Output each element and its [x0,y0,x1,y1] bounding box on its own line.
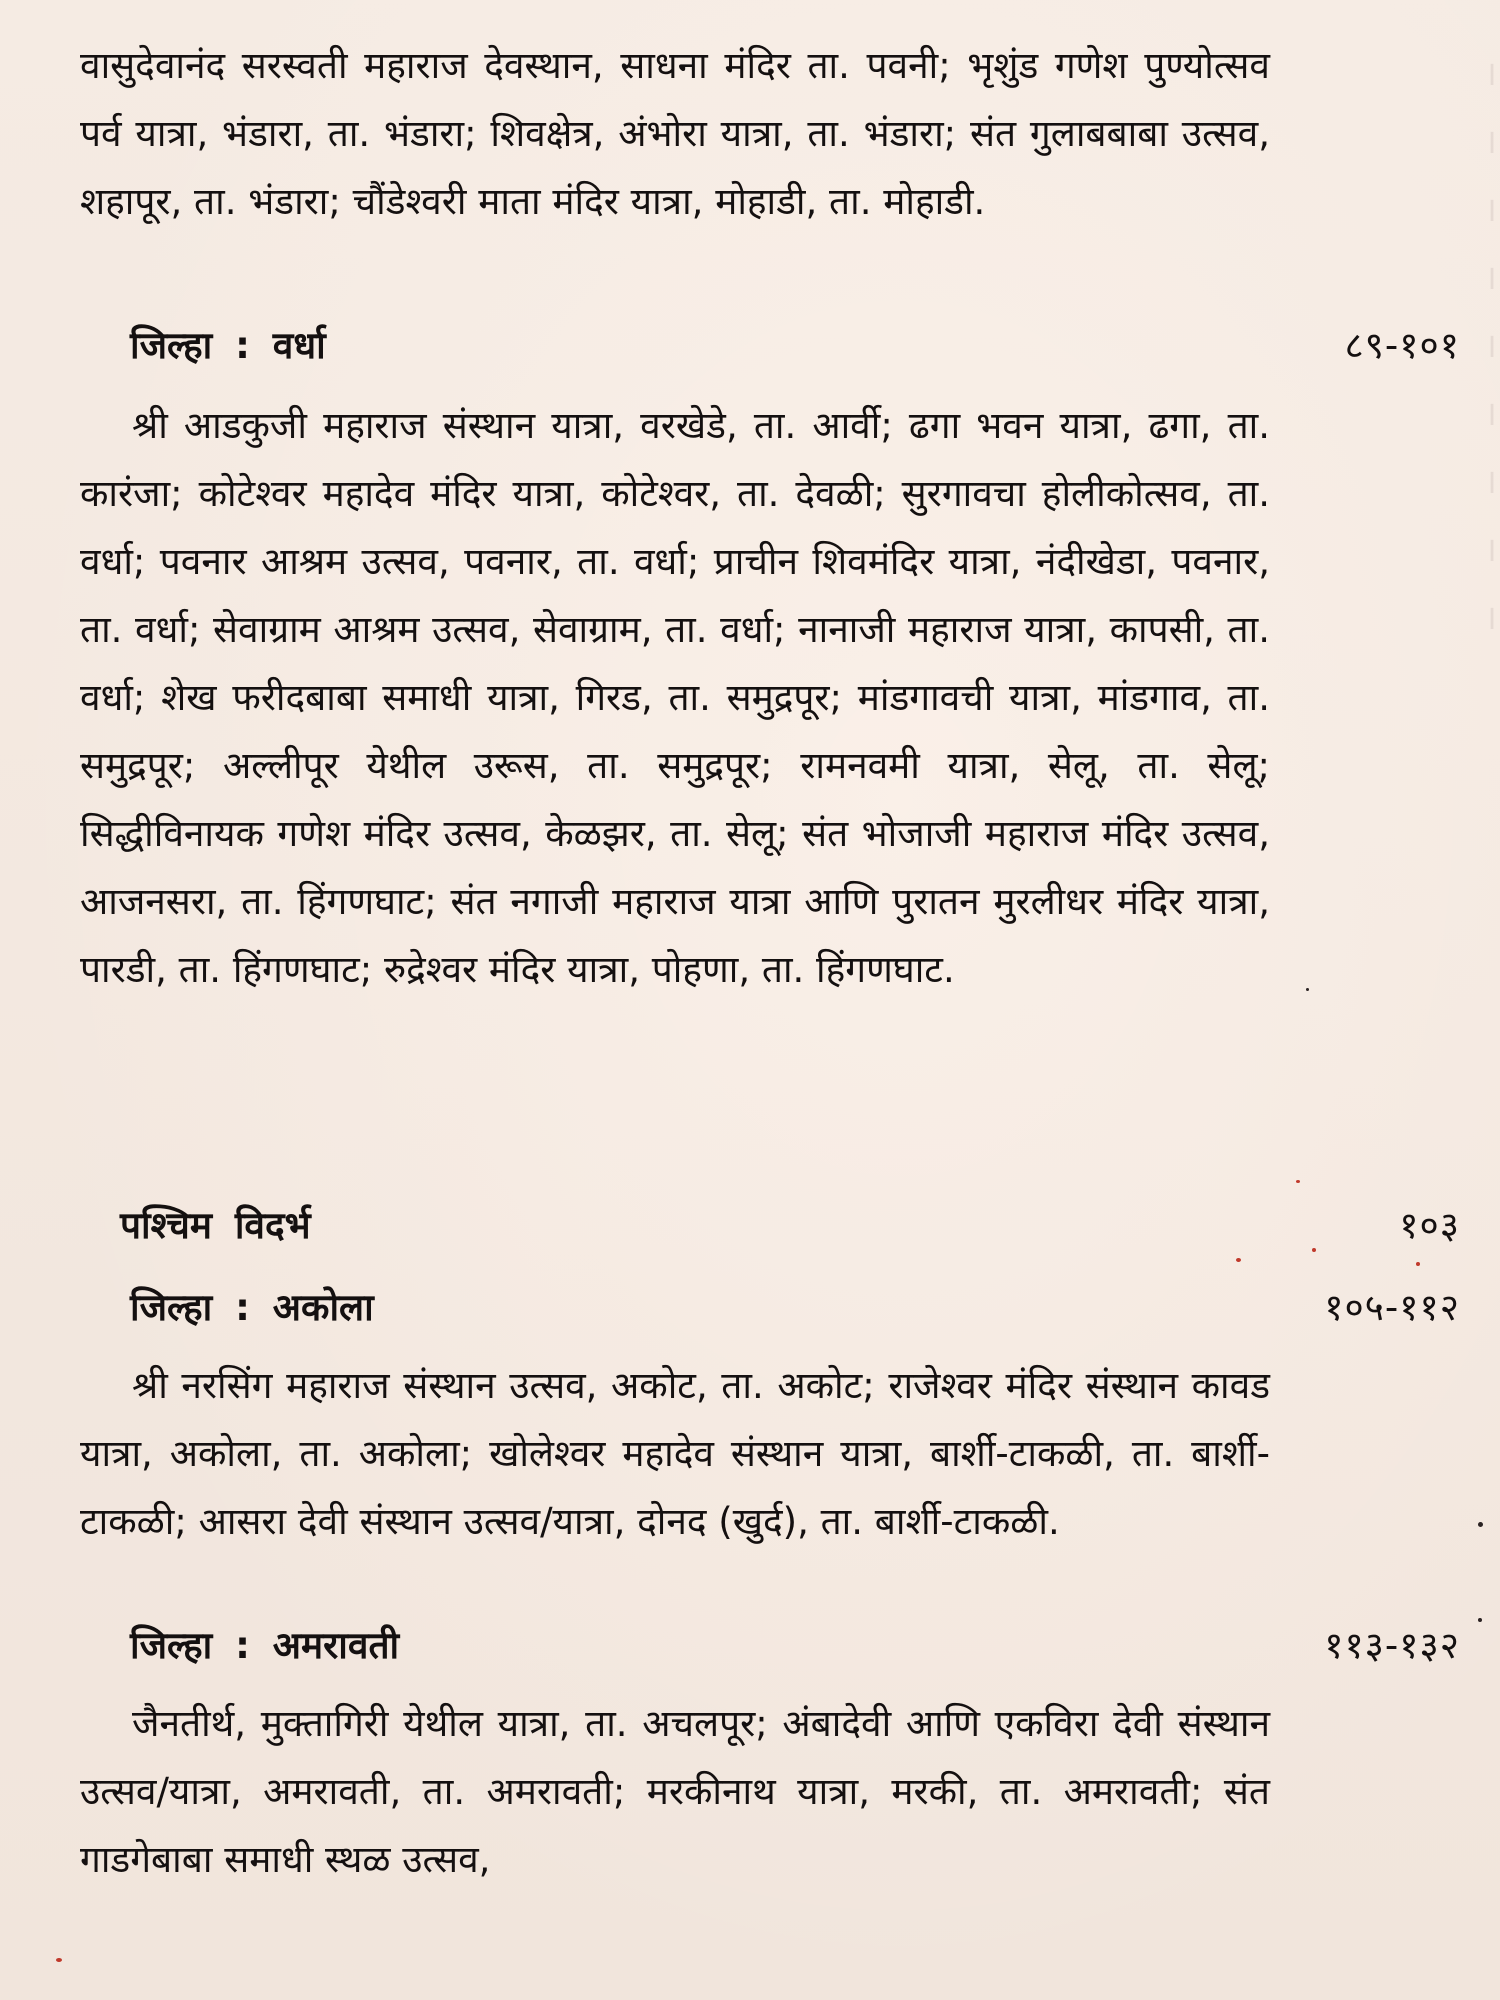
section-header-amravati [80,1618,1460,1678]
red-speck [1296,1180,1300,1183]
district-heading: जिल्हा : अकोला [130,1286,374,1329]
section-header-akola [80,1280,1460,1340]
ink-speck [1306,988,1309,991]
district-paragraph-wardha: श्री आडकुजी महाराज संस्थान यात्रा, वरखेडे, ता. आर्वी; ढगा भवन यात्रा, ढगा, ता. कारंजा; कोटेश्वर महादेव मंदिर यात्रा, कोटेश्वर, ता. देवळी; सुरगावचा होलीकोत्सव, ता. वर्धा; पवनार आश्रम उत्सव, पवनार, ता. वर्धा; प्राचीन शिवमंदिर यात्रा, नंदीखेडा, पवनार, ता. वर्धा; सेवाग्राम आश्रम उत्सव, सेवाग्राम, ता. वर्धा; नानाजी महाराज यात्रा, कापसी, ता. वर्धा; शेख फरीदबाबा समाधी यात्रा, गिरड, ता. समुद्रपूर; मांडगावची यात्रा, मांडगाव, ता. समुद्रपूर; अल्लीपूर येथील उरूस, ता. समुद्रपूर; रामनवमी यात्रा, सेलू, ता. सेलू; सिद्धीविनायक गणेश मंदिर उत्सव, केळझर, ता. सेलू; संत भोजाजी महाराज मंदिर उत्सव, आजनसरा, ता. हिंगणघाट; संत नगाजी महाराज यात्रा आणि पुरातन मुरलीधर मंदिर यात्रा, पारडी, ता. हिंगणघाट; रुद्रेश्वर मंदिर यात्रा, पोहणा, ता. हिंगणघाट. [80,404,1270,991]
district-heading: जिल्हा : वर्धा [130,324,326,367]
region-heading: पश्चिम विदर्भ [120,1204,311,1247]
district-paragraph-akola: श्री नरसिंग महाराज संस्थान उत्सव, अकोट, ता. अकोट; राजेश्वर मंदिर संस्थान कावड यात्रा, अकोला, ता. अकोला; खोलेश्वर महादेव संस्थान यात्रा, बार्शी-टाकळी, ता. बार्शी-टाकळी; आसरा देवी संस्थान उत्सव/यात्रा, दोनद (खुर्द), ता. बार्शी-टाकळी. [80,1364,1270,1543]
page-range: १०५-११२ [1324,1286,1460,1329]
ink-speck [1478,1522,1483,1527]
page-range: ११३-१३२ [1324,1624,1460,1667]
page-range: ८९-१०१ [1344,324,1460,367]
page-number: १०३ [1399,1204,1460,1247]
district-heading: जिल्हा : अमरावती [130,1624,400,1667]
red-speck [56,1958,62,1962]
red-speck [1312,1248,1316,1252]
ink-speck [1478,1618,1482,1622]
district-paragraph-amravati: जैनतीर्थ, मुक्तागिरी येथील यात्रा, ता. अचलपूर; अंबादेवी आणि एकविरा देवी संस्थान उत्सव/यात्रा, अमरावती, ता. अमरावती; मरकीनाथ यात्रा, मरकी, ता. अमरावती; संत गाडगेबाबा समाधी स्थळ उत्सव, [80,1702,1270,1881]
intro-paragraph: वासुदेवानंद सरस्वती महाराज देवस्थान, साधना मंदिर ता. पवनी; भृशुंड गणेश पुण्योत्सव पर्व यात्रा, भंडारा, ता. भंडारा; शिवक्षेत्र, अंभोरा यात्रा, ता. भंडारा; संत गुलाबबाबा उत्सव, शहापूर, ता. भंडारा; चौंडेश्वरी माता मंदिर यात्रा, मोहाडी, ता. मोहाडी. [80,44,1270,223]
bleed-through-text: । । । । । । । । । [1487,54,1500,638]
section-header-wardha [80,318,1460,378]
section-header-west-vidarbha [80,1198,1460,1258]
red-speck [1236,1258,1241,1262]
red-speck [1416,1262,1420,1266]
